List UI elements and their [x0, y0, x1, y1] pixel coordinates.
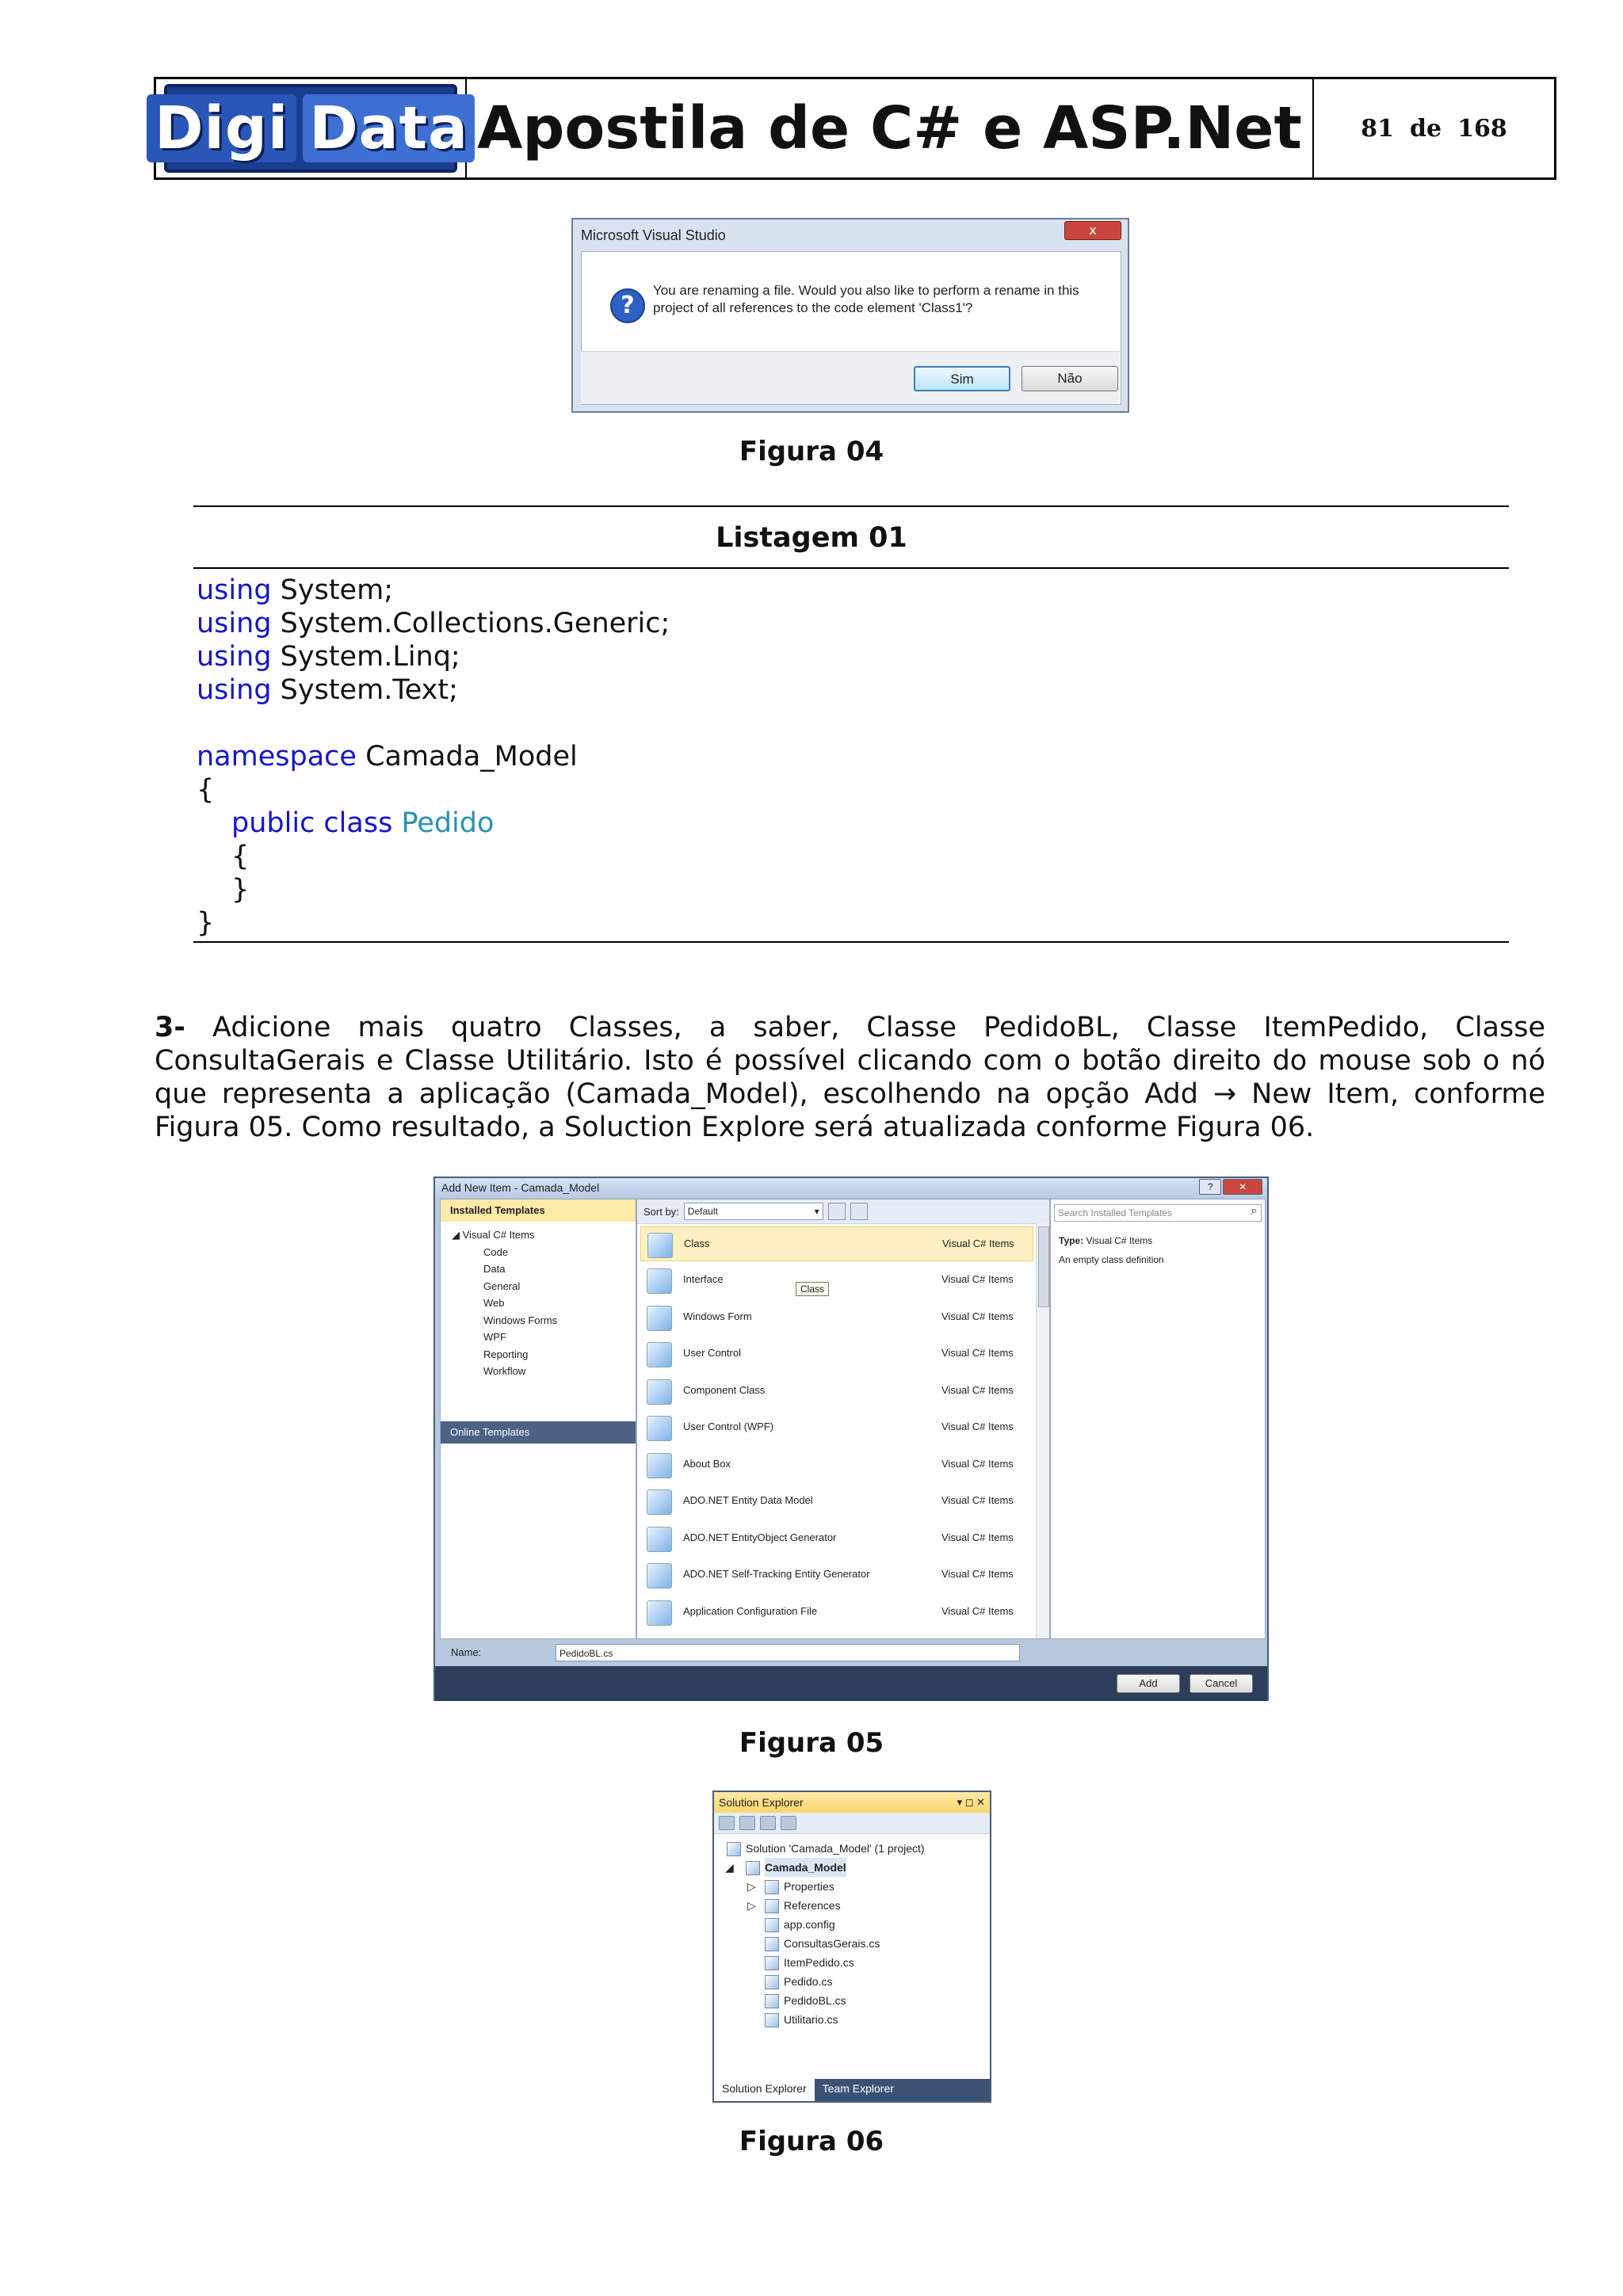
code-text: System.Linq;	[271, 641, 460, 673]
code-text: System.Text;	[271, 674, 458, 706]
page-number: 81	[1361, 114, 1395, 143]
scrollbar-thumb[interactable]	[1038, 1226, 1049, 1307]
code-keyword: namespace	[197, 741, 357, 772]
code-class-name: Pedido	[392, 807, 495, 839]
template-item[interactable]	[640, 1263, 1033, 1298]
template-item[interactable]	[640, 1484, 1033, 1519]
template-item[interactable]	[640, 1595, 1033, 1630]
node-label: ConsultasGerais.cs	[784, 1937, 880, 1950]
template-item[interactable]	[640, 1226, 1033, 1261]
refresh-icon[interactable]	[760, 1816, 776, 1830]
code-text: Camada_Model	[356, 741, 578, 772]
code-line-close: }	[197, 907, 215, 939]
tree-root-label: Visual C# Items	[462, 1229, 535, 1241]
tree-item[interactable]: Workflow	[483, 1365, 526, 1377]
help-icon[interactable]: ?	[1199, 1179, 1221, 1195]
window-controls	[1199, 1179, 1262, 1195]
list-view-icon[interactable]	[850, 1203, 868, 1220]
no-button[interactable]: Não	[1022, 366, 1118, 391]
tree-node[interactable]	[714, 1896, 990, 1915]
cs-file-icon	[765, 1994, 779, 2008]
template-item[interactable]	[640, 1521, 1033, 1556]
figure05-caption: Figura 05	[739, 1727, 884, 1759]
cs-file-icon	[765, 2013, 779, 2027]
template-scrollbar[interactable]	[1036, 1223, 1049, 1638]
entity-generator-icon	[647, 1527, 672, 1552]
code-text: System.Collections.Generic;	[271, 608, 670, 639]
listing-title: Listagem 01	[716, 522, 907, 554]
tree-item[interactable]: Code	[483, 1245, 509, 1258]
config-file-icon	[765, 1918, 779, 1932]
folder-icon	[765, 1880, 779, 1894]
show-all-files-icon[interactable]	[739, 1816, 755, 1830]
tab-team-explorer[interactable]: Team Explorer	[822, 2082, 894, 2095]
template-name: User Control	[683, 1347, 741, 1359]
dialog-message-line1: You are renaming a file. Would you also like to perform a rename in this	[653, 283, 1079, 298]
listing-title-rule	[193, 567, 1509, 569]
expand-icon: ▷	[747, 1899, 756, 1912]
question-icon: ?	[610, 288, 645, 323]
code-line-1	[197, 574, 393, 607]
template-category: Visual C# Items	[941, 1458, 1014, 1470]
template-name: Component Class	[683, 1384, 766, 1396]
code-line-class-open: {	[231, 841, 250, 872]
online-templates[interactable]: Online Templates	[441, 1421, 636, 1444]
logo-data: Data	[303, 94, 475, 162]
tree-item[interactable]: Windows Forms	[483, 1314, 558, 1326]
code-keyword: using	[197, 674, 272, 706]
add-button[interactable]: Add	[1117, 1674, 1180, 1693]
figure04-caption: Figura 04	[739, 436, 884, 467]
explorer-tabs	[714, 2079, 990, 2101]
project-icon	[746, 1861, 760, 1875]
search-templates-input[interactable]: Search Installed Templates ⌕	[1054, 1204, 1262, 1222]
code-keyword: using	[197, 641, 272, 673]
solution-explorer-panel	[712, 1791, 991, 2103]
code-line-class-close: }	[231, 874, 250, 906]
tree-node[interactable]	[714, 1877, 990, 1896]
sort-by-select[interactable]: Default ▾	[684, 1203, 823, 1220]
node-label: app.config	[784, 1918, 835, 1931]
code-line-class	[231, 807, 494, 840]
template-category: Visual C# Items	[942, 1238, 1014, 1249]
code-keyword: using	[197, 574, 272, 606]
about-box-icon	[647, 1453, 672, 1478]
page-total: 168	[1457, 114, 1507, 143]
class-icon	[647, 1233, 673, 1258]
code-line-2	[197, 607, 670, 640]
listing-bottom-rule	[193, 941, 1509, 943]
interface-icon	[647, 1268, 672, 1294]
instruction-paragraph	[155, 1011, 1545, 1144]
sort-by-label: Sort by:	[643, 1205, 679, 1218]
properties-icon[interactable]	[719, 1816, 735, 1830]
tree-node[interactable]	[714, 1953, 990, 1972]
digidata-logo	[155, 84, 468, 173]
template-name: Application Configuration File	[683, 1605, 818, 1617]
solution-node[interactable]	[714, 1839, 990, 1858]
name-row	[440, 1641, 1261, 1665]
references-icon	[765, 1899, 779, 1913]
tree-node[interactable]	[714, 1915, 990, 1934]
title-cell	[467, 79, 1314, 177]
solution-tree	[714, 1834, 990, 2029]
template-name: User Control (WPF)	[683, 1421, 774, 1432]
cs-file-icon	[765, 1956, 779, 1970]
installed-templates-pane	[440, 1199, 636, 1639]
tree-node[interactable]	[714, 1934, 990, 1953]
solution-explorer-toolbar	[714, 1813, 990, 1834]
solution-label: Solution 'Camada_Model' (1 project)	[746, 1842, 925, 1855]
template-category: Visual C# Items	[941, 1421, 1014, 1432]
name-input[interactable]: PedidoBL.cs	[556, 1644, 1020, 1661]
node-label: Properties	[784, 1880, 834, 1893]
dialog-buttons	[435, 1666, 1267, 1701]
add-new-item-title: Add New Item - Camada_Model	[435, 1178, 1267, 1197]
wpf-user-control-icon	[647, 1416, 672, 1441]
dialog-title: Microsoft Visual Studio	[581, 227, 726, 243]
entity-data-model-icon	[647, 1489, 672, 1515]
tree-item[interactable]: Reporting	[483, 1348, 529, 1360]
cs-file-icon	[765, 1937, 779, 1951]
figure06-caption: Figura 06	[739, 2126, 884, 2157]
template-item[interactable]	[640, 1558, 1033, 1592]
node-label: ItemPedido.cs	[784, 1956, 854, 1969]
dialog-footer	[581, 351, 1120, 404]
template-name: ADO.NET Entity Data Model	[683, 1494, 813, 1506]
tree-item[interactable]: WPF	[483, 1331, 506, 1343]
code-line-4	[197, 673, 458, 707]
tree-item[interactable]: Data	[483, 1263, 506, 1275]
page-de: de	[1410, 114, 1442, 143]
config-file-icon	[647, 1600, 672, 1626]
listing-top-rule	[193, 505, 1509, 507]
windows-form-icon	[647, 1306, 672, 1331]
rename-dialog	[571, 218, 1129, 413]
template-category: Visual C# Items	[941, 1494, 1014, 1506]
class-diagram-icon[interactable]	[781, 1816, 796, 1830]
template-name: Class	[684, 1238, 710, 1249]
node-label: PedidoBL.cs	[784, 1994, 846, 2007]
small-icons-view-icon[interactable]	[828, 1203, 846, 1220]
solution-explorer-title	[714, 1792, 990, 1813]
project-label: Camada_Model	[765, 1858, 846, 1877]
template-category: Visual C# Items	[941, 1568, 1014, 1580]
tree-node[interactable]	[714, 2010, 990, 2029]
close-icon[interactable]: x	[1064, 221, 1121, 240]
tree-node[interactable]	[714, 1991, 990, 2010]
template-item[interactable]	[640, 1374, 1033, 1409]
template-name: ADO.NET Self-Tracking Entity Generator	[683, 1568, 870, 1580]
step-text: Adicione mais quatro Classes, a saber, Classe PedidoBL, Classe ItemPedido, Classe ConsultaGerais e Classe Utilitário. Isto é possível clicando com o botão direito do mouse sob o nó que representa a aplicação (Camada_Model), escolhendo na opção Add → New Item, conforme Figura 05. Como resultado, a Soluction Explore será atualizada conforme Figura 06.	[155, 1012, 1545, 1143]
template-tree	[441, 1222, 636, 1380]
tree-item[interactable]: General	[483, 1280, 521, 1292]
name-label: Name:	[451, 1646, 482, 1658]
dialog-message	[653, 282, 1097, 317]
logo-digi: Digi	[147, 94, 296, 162]
collapse-icon: ◢	[725, 1861, 734, 1874]
type-value: Visual C# Items	[1086, 1235, 1153, 1246]
step-number: 3-	[155, 1012, 185, 1043]
tree-root[interactable]: ◢ Visual C# Items	[452, 1229, 535, 1241]
cancel-button[interactable]: Cancel	[1190, 1674, 1253, 1693]
page-header	[154, 77, 1556, 180]
close-icon[interactable]: ✕	[1223, 1179, 1262, 1195]
tree-node[interactable]	[714, 1972, 990, 1991]
node-label: Pedido.cs	[784, 1975, 833, 1988]
template-details-pane	[1050, 1199, 1266, 1639]
solution-icon	[727, 1842, 741, 1856]
template-name: About Box	[683, 1458, 731, 1470]
add-new-item-dialog	[433, 1177, 1269, 1701]
template-category: Visual C# Items	[941, 1273, 1014, 1285]
template-item[interactable]	[640, 1447, 1033, 1482]
template-item[interactable]	[640, 1337, 1033, 1371]
sort-bar	[637, 1199, 1049, 1224]
code-line-3	[197, 640, 460, 673]
node-label: References	[784, 1899, 841, 1912]
template-item[interactable]	[640, 1410, 1033, 1445]
user-control-icon	[647, 1342, 672, 1367]
template-category: Visual C# Items	[941, 1384, 1014, 1396]
template-name: Interface	[683, 1273, 724, 1285]
code-keyword: using	[197, 608, 272, 639]
code-keyword: public class	[231, 807, 393, 839]
panel-controls[interactable]: ▾ ◻ ✕	[957, 1796, 985, 1808]
cs-file-icon	[765, 1975, 779, 1989]
expand-icon: ▷	[747, 1880, 756, 1893]
template-description: An empty class definition	[1059, 1254, 1164, 1265]
node-label: Utilitario.cs	[784, 2013, 838, 2026]
template-item[interactable]	[640, 1300, 1033, 1335]
class-tooltip: Class	[796, 1282, 829, 1296]
self-tracking-generator-icon	[647, 1563, 672, 1589]
template-category: Visual C# Items	[941, 1347, 1014, 1359]
solution-explorer-title-text: Solution Explorer	[719, 1796, 804, 1809]
project-node[interactable]	[714, 1858, 990, 1877]
page-counter	[1314, 79, 1554, 177]
code-line-open: {	[197, 774, 215, 806]
tree-item[interactable]: Web	[483, 1297, 505, 1309]
installed-templates-header: Installed Templates	[441, 1199, 636, 1222]
template-type	[1059, 1231, 1265, 1250]
code-line-namespace	[197, 740, 578, 773]
template-category: Visual C# Items	[941, 1310, 1014, 1322]
document-title: Apostila de C# e ASP.Net	[477, 94, 1302, 162]
template-category: Visual C# Items	[941, 1531, 1014, 1543]
type-label: Type:	[1059, 1235, 1084, 1246]
dialog-message-line2: project of all references to the code element 'Class1'?	[653, 300, 973, 315]
template-name: ADO.NET EntityObject Generator	[683, 1531, 837, 1543]
yes-button[interactable]: Sim	[914, 366, 1010, 391]
logo-cell	[156, 79, 467, 177]
tab-solution-explorer[interactable]: Solution Explorer	[714, 2079, 815, 2101]
template-name: Windows Form	[683, 1310, 752, 1322]
template-list-pane	[636, 1199, 1050, 1639]
component-class-icon	[647, 1379, 672, 1405]
template-category: Visual C# Items	[941, 1605, 1014, 1617]
code-text: System;	[271, 574, 393, 606]
template-details	[1051, 1226, 1265, 1269]
